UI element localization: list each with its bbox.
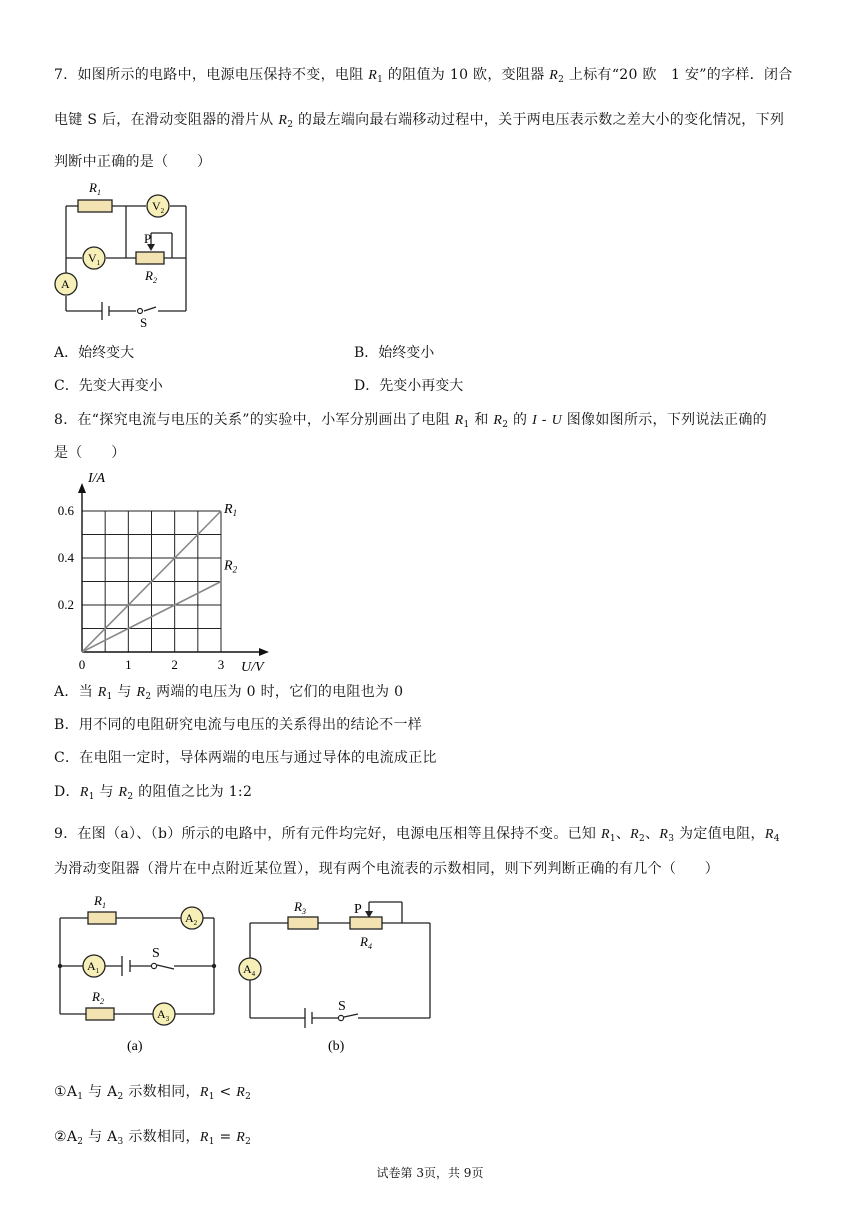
r1-resistor bbox=[88, 912, 116, 924]
p-label: P bbox=[144, 231, 152, 246]
r2-symbol: R bbox=[236, 1085, 246, 1100]
q9-text: 9．在图（a）、（b）所示的电路中，所有元件均完好，电源电压相等且保持不变。已知 bbox=[54, 826, 601, 842]
q8-text: 与 bbox=[94, 784, 119, 800]
q7-text: 的阻值为 10 欧，变阻器 bbox=[383, 67, 550, 83]
q7-text: 7．如图所示的电路中，电源电压保持不变，电阻 bbox=[54, 67, 369, 83]
q9-circuit-a bbox=[50, 888, 230, 1060]
q9-text: 、 bbox=[645, 826, 660, 842]
q8-text: 的 bbox=[508, 412, 533, 428]
y-tick-label: 0.4 bbox=[57, 550, 74, 565]
r4-symbol: R bbox=[764, 827, 774, 842]
a1-label: $A_1$ bbox=[87, 959, 100, 975]
r2-symbol: R bbox=[549, 68, 559, 83]
ammeter-label: A bbox=[61, 277, 70, 291]
r2-resistor bbox=[86, 1008, 114, 1020]
series-label-r2: $R_2$ bbox=[224, 558, 238, 575]
a-symbol: A bbox=[66, 1084, 78, 1100]
r2-label: $R_2$ bbox=[92, 989, 104, 1006]
q7-circuit-diagram bbox=[50, 178, 200, 330]
r4-label: $R_4$ bbox=[360, 934, 372, 951]
r2-symbol: R bbox=[136, 685, 146, 700]
r1-symbol: R bbox=[368, 68, 378, 83]
q8-text: 8．在“探究电流与电压的关系”的实验中，小军分别画出了电阻 bbox=[54, 412, 455, 428]
y-tick-label: 0.2 bbox=[57, 597, 74, 612]
q7-option-c[interactable]: C．先变大再变小 bbox=[54, 378, 163, 394]
a3-sub: 3 bbox=[117, 1137, 124, 1147]
x-axis-label: U/V bbox=[241, 660, 264, 672]
r1-sub: 1 bbox=[609, 834, 616, 844]
v1-label: $V_1$ bbox=[88, 251, 101, 267]
r1-symbol: R bbox=[199, 1130, 209, 1145]
r2-sub: 2 bbox=[245, 1092, 252, 1102]
q9-statement-1 bbox=[54, 1081, 251, 1102]
r4-rheostat bbox=[350, 917, 382, 929]
q9-line-1 bbox=[54, 823, 780, 844]
q8-iu-chart bbox=[50, 466, 280, 672]
q8-option-d[interactable] bbox=[54, 781, 252, 802]
q7-option-b[interactable]: B．始终变小 bbox=[354, 345, 435, 361]
q8-text: D． bbox=[54, 784, 80, 800]
q7-text: 上标有“20 欧 1 安”的字样．闭合 bbox=[564, 67, 793, 83]
y-axis-label: I/A bbox=[88, 471, 106, 486]
r1-symbol: R bbox=[454, 413, 464, 428]
a4-label: $A_4$ bbox=[243, 962, 256, 978]
r2-sub: 2 bbox=[245, 1137, 252, 1147]
q9-text: 与 bbox=[83, 1084, 108, 1100]
a2-label: $A_2$ bbox=[185, 911, 198, 927]
q8-text: A．当 bbox=[54, 684, 98, 700]
switch-label: S bbox=[152, 946, 160, 961]
r2-symbol: R bbox=[630, 827, 640, 842]
q8-option-a[interactable] bbox=[54, 681, 403, 702]
x-axis-arrow bbox=[259, 648, 269, 656]
a2-sub: 2 bbox=[117, 1092, 124, 1102]
q8-line-1 bbox=[54, 409, 767, 430]
x-tick-label: 1 bbox=[125, 657, 132, 672]
statement-number: ① bbox=[54, 1084, 67, 1100]
r3-resistor bbox=[288, 917, 318, 929]
r1-symbol: R bbox=[97, 685, 107, 700]
chart-axes bbox=[78, 483, 269, 656]
r2-symbol: R bbox=[493, 413, 503, 428]
q9-line-2: 为滑动变阻器（滑片在中点附近某位置），现有两个电流表的示数相同，则下列判断正确的有几个（ ） bbox=[54, 861, 720, 877]
r2-sub: 2 bbox=[145, 692, 152, 702]
figure-a-caption: (a) bbox=[127, 1039, 143, 1054]
q9-text: 与 bbox=[83, 1129, 108, 1145]
a-symbol: A bbox=[107, 1129, 118, 1145]
r2-sub: 2 bbox=[639, 834, 646, 844]
q8-line-2: 是（ ） bbox=[54, 445, 126, 461]
v2-label: $V_2$ bbox=[152, 199, 165, 215]
r2-symbol: R bbox=[278, 113, 288, 128]
p-label: P bbox=[354, 902, 362, 917]
r1-label: $R_1$ bbox=[89, 180, 101, 197]
r3-label: $R_3$ bbox=[294, 899, 306, 916]
q9-text: 为定值电阻， bbox=[674, 826, 765, 842]
r1-label: $R_1$ bbox=[94, 893, 106, 910]
q9-circuit-b bbox=[232, 888, 442, 1060]
a1-sub: 1 bbox=[77, 1092, 84, 1102]
a-symbol: A bbox=[66, 1129, 78, 1145]
q7-line-3: 判断中正确的是（ ） bbox=[54, 154, 212, 170]
switch-label: S bbox=[140, 315, 148, 330]
x-tick-label: 3 bbox=[217, 657, 225, 672]
q7-text: 的最左端向最右端移动过程中，关于两电压表示数之差大小的变化情况，下列 bbox=[293, 112, 785, 128]
r2-sub: 2 bbox=[287, 120, 294, 130]
q9-text: 示数相同， bbox=[123, 1084, 200, 1100]
i-symbol: I bbox=[532, 413, 538, 428]
a2-sub: 2 bbox=[77, 1137, 84, 1147]
q7-line-2 bbox=[54, 109, 784, 130]
page-footer: 试卷第 3页，共 9页 bbox=[376, 1166, 484, 1180]
q7-option-d[interactable]: D．先变小再变大 bbox=[354, 378, 464, 394]
r2-label: $R_2$ bbox=[145, 268, 157, 285]
q7-text: 电键 S 后，在滑动变阻器的滑片从 bbox=[54, 112, 279, 128]
u-symbol: U bbox=[551, 413, 562, 428]
r2-rheostat bbox=[136, 252, 164, 264]
q8-option-c[interactable]: C．在电阻一定时，导体两端的电压与通过导体的电流成正比 bbox=[54, 750, 437, 766]
q8-text: 两端的电压为 0 时，它们的电阻也为 0 bbox=[151, 684, 404, 700]
r1-symbol: R bbox=[79, 785, 89, 800]
r1-sub: 1 bbox=[208, 1137, 215, 1147]
r1-resistor bbox=[78, 200, 112, 212]
r1-sub: 1 bbox=[88, 792, 95, 802]
q9-text: 示数相同， bbox=[123, 1129, 200, 1145]
r2-sub: 2 bbox=[558, 75, 565, 85]
r2-sub: 2 bbox=[502, 420, 509, 430]
r2-symbol: R bbox=[118, 785, 128, 800]
r3-symbol: R bbox=[659, 827, 669, 842]
figure-b-caption: (b) bbox=[328, 1039, 345, 1054]
q7-line-1 bbox=[54, 64, 793, 85]
q9-statement-2 bbox=[54, 1126, 251, 1147]
r3-sub: 3 bbox=[668, 834, 675, 844]
y-axis-arrow bbox=[78, 483, 86, 493]
q8-text: 的阻值之比为 1:2 bbox=[133, 784, 253, 800]
q8-text: - bbox=[537, 412, 552, 428]
r1-sub: 1 bbox=[106, 692, 113, 702]
r1-symbol: R bbox=[600, 827, 610, 842]
series-label-r1: $R_1$ bbox=[224, 502, 238, 518]
r2-sub: 2 bbox=[127, 792, 134, 802]
q8-text: 和 bbox=[469, 412, 494, 428]
r4-sub: 4 bbox=[773, 834, 780, 844]
relation: = bbox=[214, 1129, 237, 1145]
switch-label: S bbox=[338, 999, 346, 1014]
relation: < bbox=[214, 1084, 237, 1100]
r1-sub: 1 bbox=[208, 1092, 215, 1102]
r1-sub: 1 bbox=[377, 75, 384, 85]
a-symbol: A bbox=[107, 1084, 118, 1100]
x-tick-label: 0 bbox=[78, 657, 86, 672]
r2-symbol: R bbox=[236, 1130, 246, 1145]
r1-sub: 1 bbox=[463, 420, 470, 430]
y-tick-label: 0.6 bbox=[57, 503, 74, 518]
r1-symbol: R bbox=[199, 1085, 209, 1100]
q8-option-b[interactable]: B．用不同的电阻研究电流与电压的关系得出的结论不一样 bbox=[54, 717, 423, 733]
q8-text: 与 bbox=[112, 684, 137, 700]
a3-label: $A_3$ bbox=[157, 1007, 170, 1023]
statement-number: ② bbox=[54, 1129, 67, 1145]
x-tick-label: 2 bbox=[171, 657, 178, 672]
q8-text: 图像如图所示，下列说法正确的 bbox=[562, 412, 767, 428]
q7-option-a[interactable]: A．始终变大 bbox=[54, 345, 135, 361]
q9-text: 、 bbox=[615, 826, 631, 842]
